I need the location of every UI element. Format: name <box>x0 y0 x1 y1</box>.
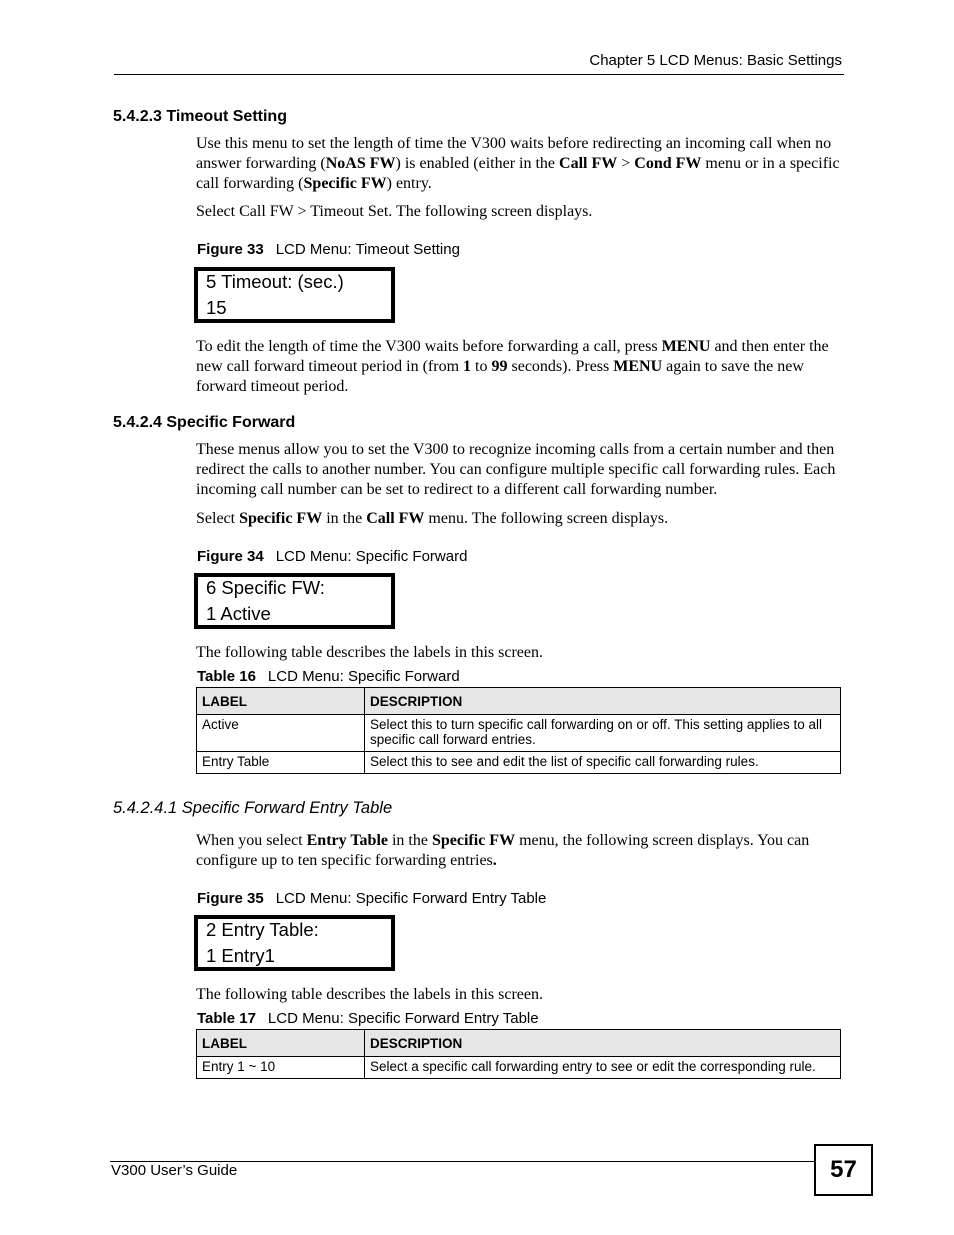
column-header: LABEL <box>197 1030 365 1057</box>
section-heading-timeout-setting: 5.4.2.3 Timeout Setting <box>113 108 287 125</box>
table-cell-description: Select this to see and edit the list of specific call forwarding rules. <box>365 752 841 774</box>
table-row <box>197 1057 841 1079</box>
lcd-line-1: 5 Timeout: (sec.) <box>206 271 344 292</box>
table-17-intro: The following table describes the labels in this screen. <box>196 986 544 1003</box>
table-cell-label: Entry Table <box>197 752 365 774</box>
figure-caption-33: Figure 33 LCD Menu: Timeout Setting <box>197 241 460 258</box>
column-header: DESCRIPTION <box>365 1030 841 1057</box>
lcd-screen-entry-table <box>194 915 395 971</box>
header-rule <box>114 74 844 75</box>
table-row <box>197 715 841 752</box>
entry-table-intro-paragraph: When you select Entry Table in the Specific FW menu, the following screen displays. You can configure up to ten specific forwarding entries. <box>196 832 810 870</box>
specific-forward-intro-paragraph: These menus allow you to set the V300 to recognize incoming calls from a certain number and then redirect the calls to another number. You can configure multiple specific call forwarding rules. Each incoming call number can be set to redirect to a different call forwarding number. <box>196 441 836 499</box>
table-cell-description: Select a specific call forwarding entry to see or edit the corresponding rule. <box>365 1057 841 1079</box>
figure-caption-35: Figure 35 LCD Menu: Specific Forward Entry Table <box>197 890 547 907</box>
footer-guide-title: V300 User’s Guide <box>111 1162 238 1179</box>
table-cell-description: Select this to turn specific call forwarding on or off. This setting applies to all specific call forward entries. <box>365 715 841 752</box>
section-heading-specific-forward: 5.4.2.4 Specific Forward <box>113 414 296 431</box>
figure-caption-34: Figure 34 LCD Menu: Specific Forward <box>197 548 468 565</box>
table-cell-label: Entry 1 ~ 10 <box>197 1057 365 1079</box>
table-16-intro: The following table describes the labels in this screen. <box>196 644 544 661</box>
section-heading-entry-table: 5.4.2.4.1 Specific Forward Entry Table <box>113 799 393 817</box>
lcd-screen-timeout <box>194 267 395 323</box>
lcd-line-1: 6 Specific FW: <box>206 577 325 598</box>
page-number: 57 <box>814 1144 873 1196</box>
column-header: DESCRIPTION <box>365 688 841 715</box>
table-row <box>197 752 841 774</box>
table-caption-16: Table 16 LCD Menu: Specific Forward <box>197 668 460 685</box>
table-header-row <box>197 1030 841 1057</box>
lcd-line-1: 2 Entry Table: <box>206 919 319 940</box>
timeout-edit-paragraph: To edit the length of time the V300 waits before forwarding a call, press MENU and then enter the new call forward timeout period in (from 1 to 99 seconds). Press MENU again to save the new forward timeout period. <box>196 338 829 396</box>
timeout-intro-paragraph: Use this menu to set the length of time the V300 waits before redirecting an incoming call when no answer forwarding (NoAS FW) is enabled (either in the Call FW > Cond FW menu or in a specific call forwarding (Specific FW) entry. <box>196 135 840 193</box>
running-header: Chapter 5 LCD Menus: Basic Settings <box>589 52 842 69</box>
lcd-line-2: 1 Entry1 <box>206 945 275 966</box>
specific-forward-select-paragraph: Select Specific FW in the Call FW menu. The following screen displays. <box>196 510 669 527</box>
lcd-screen-specific-forward <box>194 573 395 629</box>
lcd-line-2: 1 Active <box>206 603 271 624</box>
table-caption-17: Table 17 LCD Menu: Specific Forward Entry Table <box>197 1010 539 1027</box>
table-header-row <box>197 688 841 715</box>
lcd-line-2: 15 <box>206 297 227 318</box>
column-header: LABEL <box>197 688 365 715</box>
table-cell-label: Active <box>197 715 365 752</box>
table-16 <box>196 687 841 774</box>
table-17 <box>196 1029 841 1079</box>
timeout-select-paragraph: Select Call FW > Timeout Set. The following screen displays. <box>196 203 593 220</box>
